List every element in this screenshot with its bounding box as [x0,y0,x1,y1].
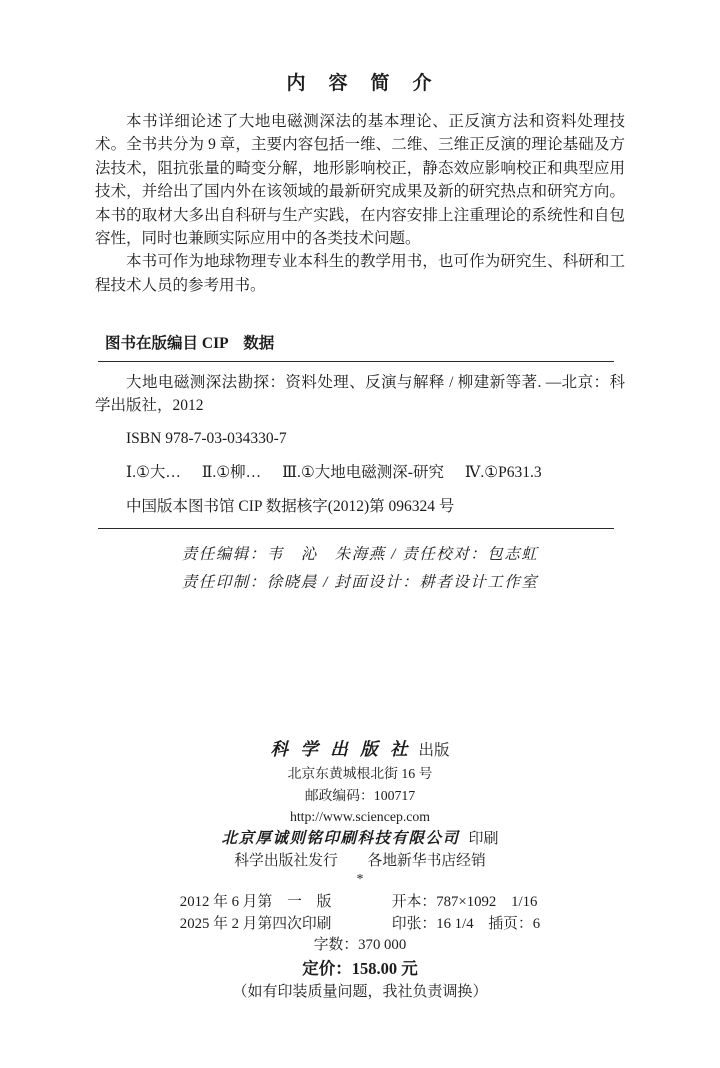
cip-class-4: Ⅳ.①P631.3 [464,464,542,482]
format-spec: 开本：787×1092 1/16 [391,893,538,910]
publisher-name: 科 学 出 版 社 [270,739,412,760]
cip-registry: 中国版本图书馆 CIP 数据核字(2012)第 096324 号 [126,498,455,516]
cip-class-1: Ⅰ.①大… [126,464,181,482]
page-title: 内 容 简 介 [286,73,434,94]
price: 定价：158.00 元 [302,958,418,978]
publisher-line [95,737,625,763]
credits-block [95,541,625,597]
publisher-website: http://www.sciencep.com [289,809,431,825]
quality-notice: （如有印装质量问题，我社负责调换） [232,983,488,1000]
impression-date: 2025 年 2 月第四次印刷 [179,915,332,932]
cip-class-2: Ⅱ.①柳… [201,464,262,482]
word-count: 字数：370 000 [313,936,407,953]
cip-section [95,331,625,529]
credit-printing-line: 责任印制：徐晓晨 / 封面设计：耕者设计工作室 [181,574,539,592]
intro-paragraph-2: 本书可作为地球物理专业本科生的教学用书，也可作为研究生、科研和工程技术人员的参考用书。 [95,253,625,294]
publisher-postcode: 邮政编码：100717 [304,787,416,803]
distribution-line: 科学出版社发行 各地新华书店经销 [234,852,486,869]
isbn-line: ISBN 978-7-03-034330-7 [126,430,287,448]
edition-table [180,891,540,935]
printer-name: 北京厚诚则铭印刷科技有限公司 [221,829,460,847]
printer-label: 印刷 [468,830,499,847]
book-copyright-page [0,68,720,1068]
sheets-spec: 印张：16 1/4 插页：6 [391,915,541,932]
edition-date: 2012 年 6 月第 一 版 [179,893,332,910]
credit-editing-line: 责任编辑：韦 沁 朱海燕 / 责任校对：包志虹 [181,546,539,564]
cip-class-3: Ⅲ.①大地电磁测深-研究 [282,464,444,482]
cip-record: 大地电磁测深法勘探：资料处理、反演与解释 / 柳建新等著. —北京：科学出版社，2012 [95,374,625,414]
intro-paragraph-1: 本书详细论述了大地电磁测深法的基本理论、正反演方法和资料处理技术。全书共分为 9 章，主要内容包括一维、二维、三维正反演的理论基础及方法技术，阻抗张量的畸变分解，地形影响校正，静态效应影响校正和典型应用技术，并给出了国内外在该领域的最新研究成果及新的研究热点和研究方向。本书的取材大多出自科研与生产实践，在内容安排上注重理论的系统性和自包容性，同时也兼顾实际应用中的各类技术问题。 [95,113,625,248]
page-content [95,68,625,1004]
colophon-block [95,737,625,1004]
printer-line [95,828,625,850]
cip-heading: 图书在版编目 CIP 数据 [105,335,275,353]
cip-classification [95,460,625,482]
publisher-address: 北京东黄城根北街 16 号 [287,766,433,782]
cip-divider-bottom [98,528,614,529]
asterisk-separator: * [356,871,364,887]
publish-label: 出版 [418,742,450,760]
cip-divider-top [98,361,614,362]
